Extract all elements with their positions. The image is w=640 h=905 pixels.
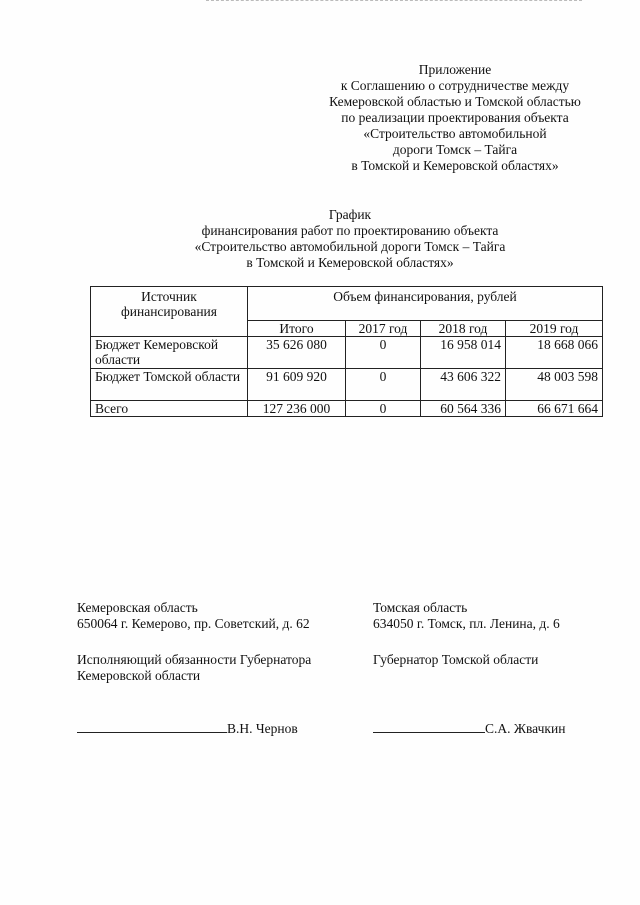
signature-line bbox=[77, 731, 227, 733]
column-header-total: Итого bbox=[248, 321, 346, 337]
title-line: График bbox=[328, 207, 372, 222]
cell-2018: 16 958 014 bbox=[421, 337, 506, 369]
appendix-line: «Строительство автомобильной bbox=[363, 126, 547, 141]
row-source: Бюджет Кемеровской области bbox=[91, 337, 248, 369]
cell-total: 91 609 920 bbox=[248, 369, 346, 401]
cell-2019: 48 003 598 bbox=[506, 369, 603, 401]
signature-line bbox=[373, 731, 485, 733]
table-row bbox=[91, 401, 603, 417]
appendix-line: к Соглашению о сотрудничестве между bbox=[340, 78, 570, 93]
scan-edge-line bbox=[206, 0, 582, 1]
cell-2017: 0 bbox=[346, 337, 421, 369]
left-signature bbox=[77, 721, 298, 737]
left-party-position bbox=[77, 652, 311, 684]
left-region: Кемеровская область bbox=[77, 600, 198, 615]
source-header: Источник финансирования bbox=[91, 287, 248, 337]
cell-total: 35 626 080 bbox=[248, 337, 346, 369]
table-header-row bbox=[91, 287, 603, 321]
right-address: 634050 г. Томск, пл. Ленина, д. 6 bbox=[373, 616, 560, 631]
left-address: 650064 г. Кемерово, пр. Советский, д. 62 bbox=[77, 616, 310, 631]
cell-total: 127 236 000 bbox=[248, 401, 346, 417]
left-position-line: Исполняющий обязанности Губернатора bbox=[77, 652, 312, 667]
right-signature bbox=[373, 721, 565, 737]
left-party-address bbox=[77, 600, 310, 632]
left-position-line: Кемеровской области bbox=[77, 668, 201, 683]
financing-table bbox=[90, 286, 603, 417]
appendix-line: в Томской и Кемеровской областях» bbox=[351, 158, 559, 173]
cell-2017: 0 bbox=[346, 401, 421, 417]
right-signatory: С.А. Жвачкин bbox=[485, 721, 566, 736]
appendix-line: по реализации проектирования объекта bbox=[341, 110, 569, 125]
row-source: Бюджет Томской области bbox=[91, 369, 248, 401]
appendix-header bbox=[300, 62, 610, 174]
right-party-position bbox=[373, 652, 538, 668]
cell-2017: 0 bbox=[346, 369, 421, 401]
right-position-line: Губернатор Томской области bbox=[373, 652, 539, 667]
volume-header: Объем финансирования, рублей bbox=[248, 287, 603, 321]
column-header-2019: 2019 год bbox=[506, 321, 603, 337]
cell-2018: 43 606 322 bbox=[421, 369, 506, 401]
appendix-line: дороги Томск – Тайга bbox=[392, 142, 518, 157]
left-signatory: В.Н. Чернов bbox=[227, 721, 298, 736]
right-region: Томская область bbox=[373, 600, 468, 615]
column-header-2017: 2017 год bbox=[346, 321, 421, 337]
row-source: Всего bbox=[91, 401, 248, 417]
cell-2019: 66 671 664 bbox=[506, 401, 603, 417]
appendix-line: Кемеровской областью и Томской областью bbox=[329, 94, 581, 109]
cell-2018: 60 564 336 bbox=[421, 401, 506, 417]
schedule-title bbox=[90, 207, 610, 271]
appendix-line: Приложение bbox=[418, 62, 492, 77]
table-row bbox=[91, 337, 603, 369]
title-line: «Строительство автомобильной дороги Томск – Тайга bbox=[194, 239, 506, 254]
title-line: в Томской и Кемеровской областях» bbox=[246, 255, 454, 270]
cell-2019: 18 668 066 bbox=[506, 337, 603, 369]
table-row bbox=[91, 369, 603, 401]
right-party-address bbox=[373, 600, 560, 632]
column-header-2018: 2018 год bbox=[421, 321, 506, 337]
title-line: финансирования работ по проектированию объекта bbox=[201, 223, 499, 238]
